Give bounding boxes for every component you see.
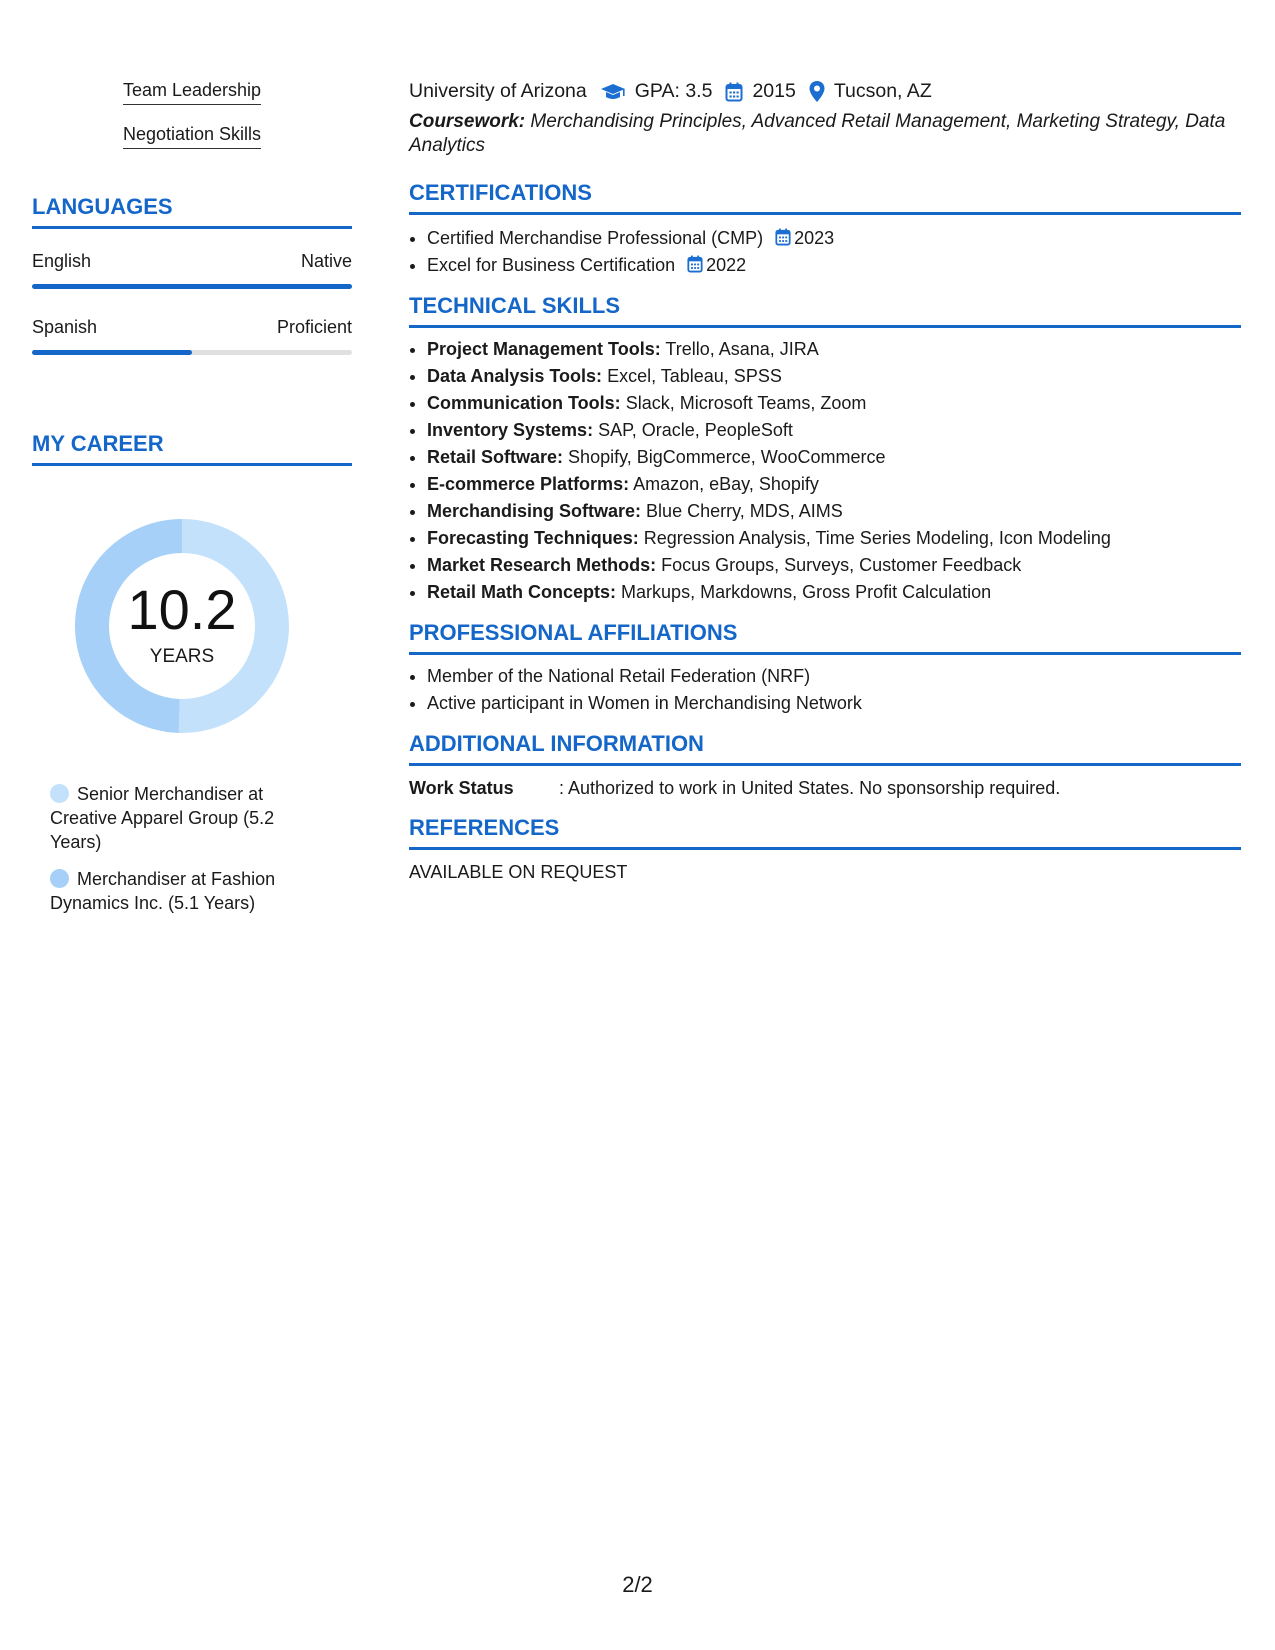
- skill-label: Retail Software:: [427, 447, 564, 467]
- calendar-icon: [725, 82, 743, 102]
- language-level: Native: [300, 251, 352, 271]
- languages-section: [32, 194, 352, 355]
- education-entry: [409, 80, 1241, 158]
- career-section: [32, 431, 352, 915]
- calendar-icon: [775, 228, 791, 246]
- references-text: AVAILABLE ON REQUEST: [409, 862, 628, 882]
- skill-item: [427, 525, 1241, 552]
- language-name: Spanish: [32, 317, 98, 337]
- legend-label: Merchandiser at Fashion Dynamics Inc. (5.1 Years): [50, 869, 276, 913]
- skill-tag: Negotiation Skills: [123, 124, 261, 149]
- location: Tucson, AZ: [833, 80, 932, 102]
- skill-value: Markups, Markdowns, Gross Profit Calculation: [621, 582, 992, 602]
- skill-value: Amazon, eBay, Shopify: [633, 474, 819, 494]
- gpa: GPA: 3.5: [634, 80, 713, 102]
- language-item: [32, 317, 352, 355]
- technical-skills-section: [409, 293, 1241, 606]
- proficiency-fill: [32, 350, 192, 355]
- language-item: [32, 251, 352, 289]
- certifications-section: [409, 180, 1241, 279]
- proficiency-bar: [32, 284, 352, 289]
- skill-label: Communication Tools:: [427, 393, 621, 413]
- proficiency-fill: [32, 284, 352, 289]
- graduation-cap-icon: [600, 82, 626, 102]
- skill-item: [427, 579, 1241, 606]
- section-title: LANGUAGES: [32, 194, 352, 229]
- additional-info-section: [409, 731, 1241, 799]
- skill-label: Inventory Systems:: [427, 420, 594, 440]
- skill-label: Merchandising Software:: [427, 501, 642, 521]
- section-title: CERTIFICATIONS: [409, 180, 1241, 215]
- skill-value: Trello, Asana, JIRA: [665, 339, 819, 359]
- section-title: PROFESSIONAL AFFILIATIONS: [409, 620, 1241, 655]
- legend-item: [50, 867, 320, 915]
- skill-label: E-commerce Platforms:: [427, 474, 630, 494]
- section-title: ADDITIONAL INFORMATION: [409, 731, 1241, 766]
- skill-value: Shopify, BigCommerce, WooCommerce: [568, 447, 886, 467]
- skill-value: Regression Analysis, Time Series Modeling, Icon Modeling: [643, 528, 1111, 548]
- section-title: MY CAREER: [32, 431, 352, 466]
- work-status-value: : Authorized to work in United States. No sponsorship required.: [559, 778, 1061, 798]
- skill-item: [427, 363, 1241, 390]
- location-pin-icon: [809, 81, 825, 102]
- language-name: English: [32, 251, 92, 271]
- skill-label: Project Management Tools:: [427, 339, 661, 359]
- skill-tag: Team Leadership: [123, 80, 261, 105]
- certification-year: 2022: [706, 255, 747, 275]
- proficiency-bar: [32, 350, 352, 355]
- language-level: Proficient: [276, 317, 352, 337]
- skill-label: Data Analysis Tools:: [427, 366, 603, 386]
- legend-item: [50, 782, 320, 854]
- skill-item: [427, 444, 1241, 471]
- certification-year: 2023: [794, 228, 835, 248]
- skill-value: Slack, Microsoft Teams, Zoom: [625, 393, 867, 413]
- skill-label: Retail Math Concepts:: [427, 582, 617, 602]
- coursework-label: Coursework:: [409, 111, 526, 132]
- skill-item: [427, 552, 1241, 579]
- work-status-row: [409, 778, 1241, 799]
- calendar-icon: [687, 255, 703, 273]
- certification-name: Excel for Business Certification: [427, 255, 676, 275]
- career-total: 10.2: [127, 578, 237, 641]
- affiliations-section: [409, 620, 1241, 717]
- skill-item: [427, 471, 1241, 498]
- legend-label: Senior Merchandiser at Creative Apparel Group (5.2 Years): [50, 784, 275, 852]
- main-content: [409, 80, 1241, 883]
- skill-value: Focus Groups, Surveys, Customer Feedback: [661, 555, 1022, 575]
- coursework-list: Merchandising Principles, Advanced Retail Management, Marketing Strategy, Data Analytics: [409, 111, 1226, 156]
- career-donut-chart: [62, 506, 302, 746]
- graduation-year: 2015: [752, 80, 796, 102]
- legend-swatch: [50, 784, 69, 803]
- page-number: 2/2: [622, 1572, 653, 1597]
- work-status-label: Work Status: [409, 778, 514, 798]
- affiliation-item: • Active participant in Women in Merchandising Network: [427, 690, 1241, 717]
- affiliation-item: • Member of the National Retail Federation (NRF): [427, 663, 1241, 690]
- career-legend: [50, 782, 320, 915]
- legend-swatch: [50, 869, 69, 888]
- skill-item: [427, 498, 1241, 525]
- skill-item: [427, 390, 1241, 417]
- certification-name: Certified Merchandise Professional (CMP): [427, 228, 764, 248]
- skill-label: Forecasting Techniques:: [427, 528, 639, 548]
- coursework: [409, 110, 1241, 158]
- school-name: University of Arizona: [409, 80, 587, 102]
- skill-value: SAP, Oracle, PeopleSoft: [598, 420, 793, 440]
- career-unit: YEARS: [149, 646, 215, 667]
- sidebar: [32, 80, 352, 928]
- skill-label: Market Research Methods:: [427, 555, 657, 575]
- skill-value: Excel, Tableau, SPSS: [607, 366, 782, 386]
- section-title: TECHNICAL SKILLS: [409, 293, 1241, 328]
- skill-item: [427, 417, 1241, 444]
- section-title: REFERENCES: [409, 815, 1241, 850]
- skill-item: [427, 336, 1241, 363]
- skill-value: Blue Cherry, MDS, AIMS: [646, 501, 843, 521]
- references-section: [409, 815, 1241, 883]
- certification-item: [427, 252, 1241, 279]
- certification-item: [427, 225, 1241, 252]
